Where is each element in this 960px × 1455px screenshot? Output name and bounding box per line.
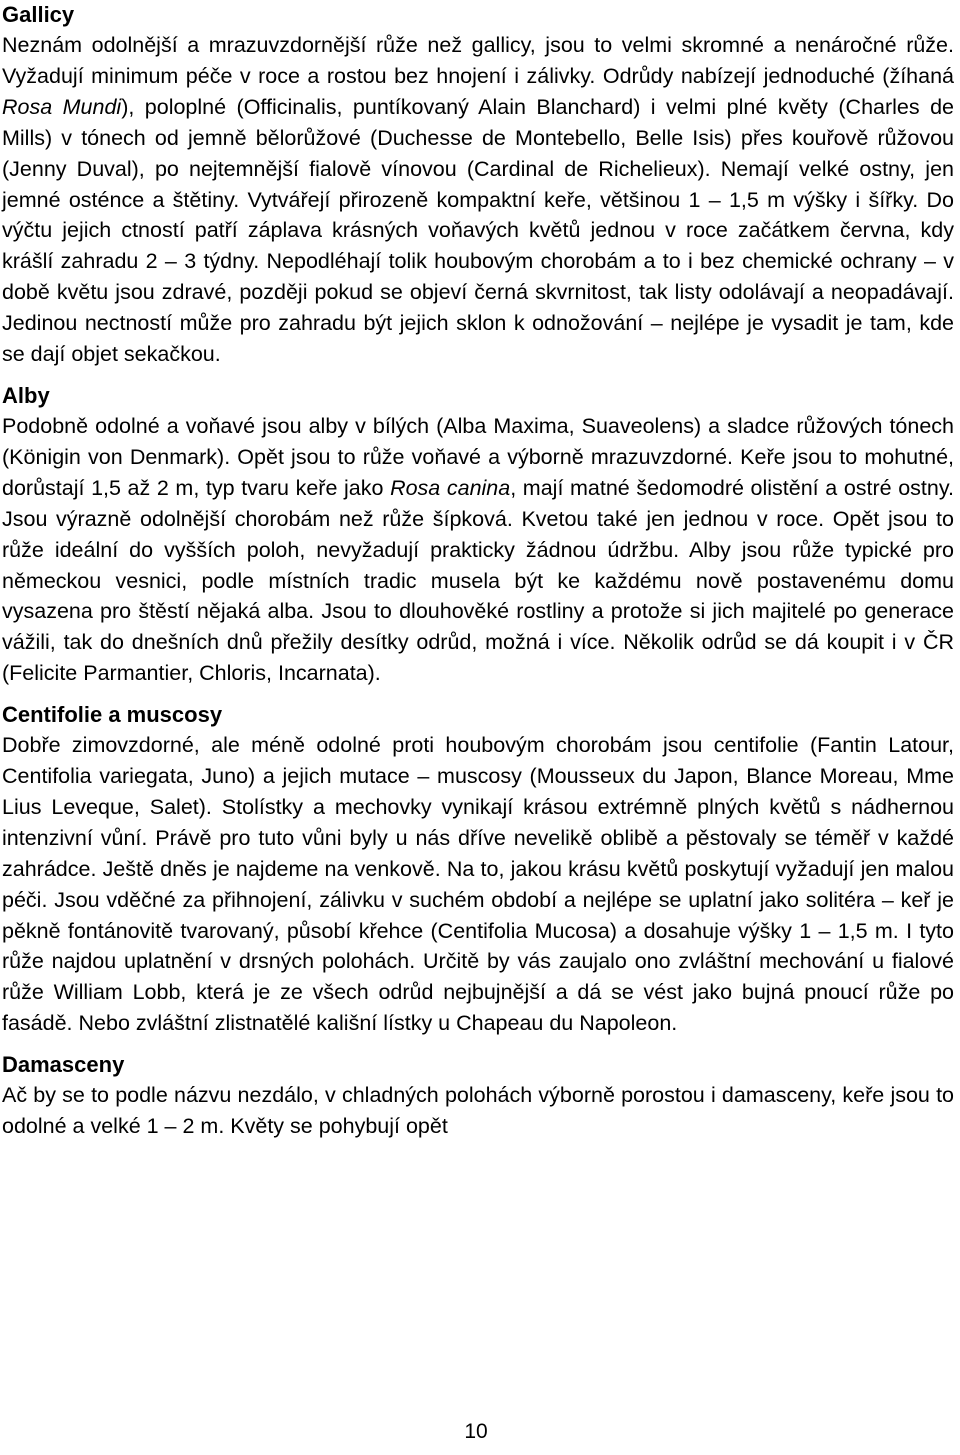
document-page	[2, 0, 954, 1142]
section-paragraph: Ač by se to podle názvu nezdálo, v chladných polohách výborně porostou i damasceny, keře jsou to odolné a velké 1 – 2 m. Květy se pohybují opět	[2, 1083, 954, 1139]
section-heading: Alby	[2, 382, 50, 408]
section-alby	[2, 381, 954, 689]
section-paragraph: Dobře zimovzdorné, ale méně odolné proti houbovým chorobám jsou centifolie (Fantin Latour, Centifolia variegata, Juno) a jejich mutace – muscosy (Mousseux du Japon, Blance Moreau, Mme Lius Leveque, Salet). Stolístky a mechovky vynikají krásou extrémně plných květů s nádhernou intenzivní vůní. Právě pro tuto vůni byly u nás dříve nevelikě oblibě a pěstovaly se téměř v každé zahrádce. Ještě dněs je najdeme na venkově. Na to, jakou krásu květů poskytují vyžadují jen malou péči. Jsou vděčné za přihnojení, zálivku v suchém období a nejlépe se uplatní jako solitéra – keř je pěkně fontánovitě tvarovaný, působí křehce (Centifolia Mucosa) a dosahuje výšky 1 – 1,5 m. I tyto růže najdou uplatnění v drsných polohách. Určitě by vás zaujalo ono zvláštní mechování u fialové růže William Lobb, která je ze všech odrůd nejbujnější a dá se vést jako bujná pnoucí růže po fasádě. Nebo zvláštní zlistnatělé kališní lístky u Chapeau du Napoleon.	[2, 733, 954, 1036]
section-damasceny	[2, 1050, 954, 1142]
page-number: 10	[464, 1420, 488, 1443]
section-heading: Gallicy	[2, 2, 75, 27]
section-paragraph: Neznám odolnější a mrazuvzdornější růže než gallicy, jsou to velmi skromné a nenáročné růže. Vyžadují minimum péče v roce a rostou bez hnojení i zálivky. Odrůdy nabízejí jednoduché (žíhaná Rosa Mundi), poloplné (Officinalis, puntíkovaný Alain Blanchard) i velmi plné květy (Charles de Mills) v tónech od jemně bělorůžové (Duchesse de Montebello, Belle Isis) přes kouřově růžovou (Jenny Duval), po nejtemnější fialově vínovou (Cardinal de Richelieux). Nemají velké ostny, jen jemné osténce a štětiny. Vytvářejí přirozeně kompaktní keře, většinou 1 – 1,5 m výšky i šířky. Do výčtu jejich ctností patří záplava krásných voňavých květů jednou v roce začátkem června, kdy krášlí zahradu 2 – 3 týdny. Nepodléhají tolik houbovým chorobám a to i bez chemické ochrany – v době květu jsou zdravé, později pokud se objeví černá skvrnitost, tak listy odolávají a neopadávají. Jedinou nectností může pro zahradu být jejich sklon k odnožování – nejlépe je vysadit je tam, kde se dají objet sekačkou.	[2, 33, 954, 367]
section-heading: Damasceny	[2, 1052, 125, 1078]
section-gallicy	[2, 0, 954, 370]
section-centifolie	[2, 700, 954, 1039]
section-heading: Centifolie a muscosy	[2, 702, 223, 728]
section-paragraph: Podobně odolné a voňavé jsou alby v bílých (Alba Maxima, Suaveolens) a sladce růžových tónech (Königin von Denmark). Opět jsou to růže voňavé a výborně mrazuvzdorné. Keře jsou to mohutné, dorůstají 1,5 až 2 m, typ tvaru keře jako Rosa canina, mají matné šedomodré olistění a ostré ostny. Jsou výrazně odolnější chorobám než růže šípková. Kvetou také jen jednou v roce. Opět jsou to růže ideální do vyšších poloh, nevyžadují prakticky žádnou údržbu. Alby jsou růže typické pro německou vesnici, podle místních tradic musela být ke každému nově postavenému domu vysazena pro štěstí nějaká alba. Jsou to dlouhověké rostliny a protože si jich majitelé po generace vážili, tak do dnešních dnů přežily desítky odrůd, možná i více. Několik odrůd se dá koupit i v ČR (Felicite Parmantier, Chloris, Incarnata).	[2, 413, 954, 686]
